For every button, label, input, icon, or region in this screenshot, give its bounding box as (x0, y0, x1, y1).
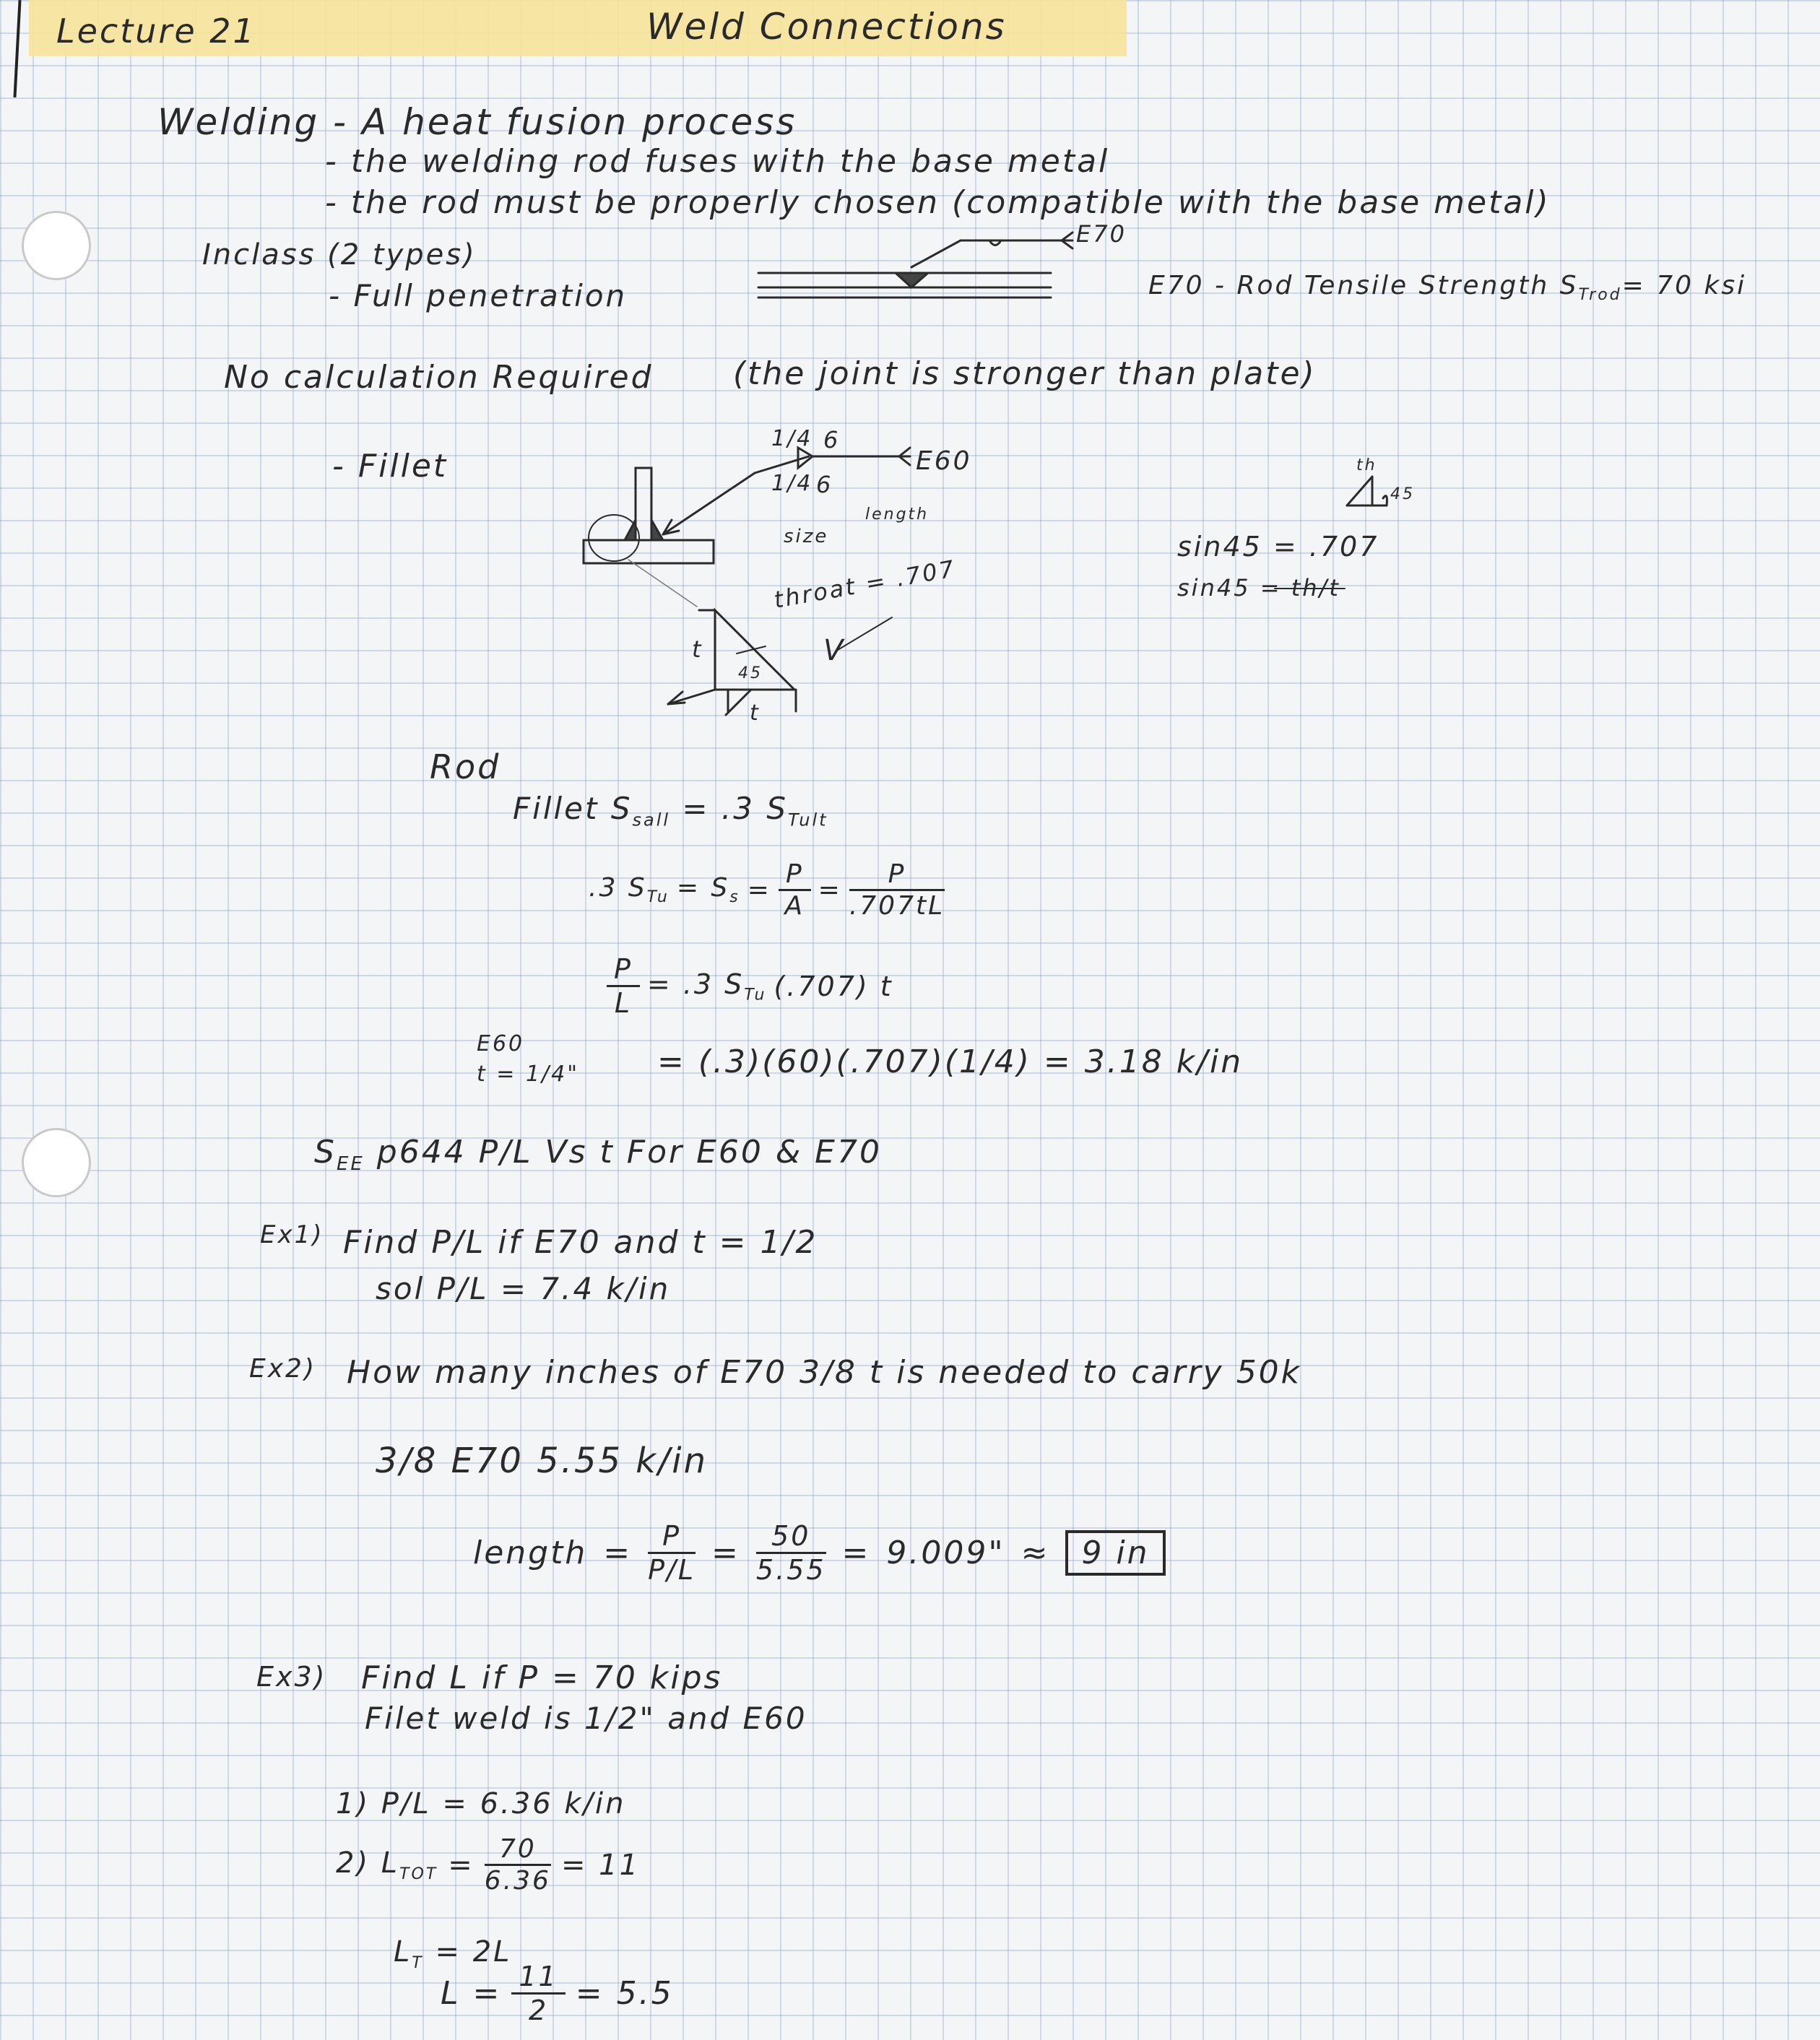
fillet-label: - Fillet (332, 448, 448, 485)
v-mark: V (823, 634, 846, 667)
small-triangle-angle: 45 (1390, 485, 1415, 503)
e70-definition: E70 - Rod Tensile Strength $S_{Trod}= 70$ ksi (1148, 271, 1747, 305)
page-title: Weld Connections (646, 6, 1007, 48)
throat-triangle-sketch (668, 610, 892, 715)
ex3-step2: 2) $L_{TOT}$ = $\frac{70}{6.36}$ = 11 (336, 1834, 641, 1896)
e70-callout: E70 (1076, 220, 1127, 248)
ex2-length-calc: length = $\frac{P}{P/L}$ = $\frac{50}{5.55}$ = 9.009" ≈ 9 in (473, 1520, 1166, 1586)
weld-length-bottom: 6 (816, 471, 833, 498)
welding-definition: Welding - A heat fusion process (157, 101, 797, 143)
weld-size-bottom: 1/4 (771, 471, 813, 496)
e60-capacity-calc: = (.3)(60)(.707)(1/4) = 3.18 k/in (657, 1043, 1244, 1080)
ex3-step1: 1) P/L = 6.36 k/in (336, 1787, 626, 1820)
ex3-l-result: L = $\frac{11}{2}$ = 5.5 (441, 1961, 674, 2026)
ex2-question: How many inches of E70 3/8 t is needed to carry 50k (347, 1354, 1302, 1391)
e60-rod-label: E60 (916, 446, 972, 476)
ex2-capacity: 3/8 E70 5.55 k/in (376, 1441, 708, 1481)
ex1-label: Ex1) (260, 1220, 324, 1249)
ex1-solution: sol P/L = 7.4 k/in (376, 1271, 671, 1306)
ex3-question-line2: Filet weld is 1/2" and E60 (365, 1701, 807, 1736)
e60-note: E60 (477, 1031, 525, 1056)
bullet-rod-fuses: - the welding rod fuses with the base metal (325, 143, 1110, 180)
weld-size-top: 1/4 (771, 426, 813, 451)
shear-stress-eq: .3 $S_{Tu}$ = $S_s$ = $\frac{P}{A}$ = $\frac{P}{.707tL}$ (589, 859, 945, 921)
small-45-triangle (1347, 477, 1387, 505)
full-penetration-sketch (758, 233, 1072, 298)
see-reference: $S_{EE}$ p644 P/L Vs t For E60 & E70 (314, 1134, 882, 1175)
p-over-l-eq: $\frac{P}{L}$ = .3 $S_{Tu}$ (.707) t (607, 953, 893, 1019)
no-calculation: No calculation Required (224, 359, 654, 396)
fillet-t-joint-sketch (584, 448, 910, 607)
weld-length-top: 6 (823, 426, 841, 453)
throat-label: throat = .707 (771, 555, 958, 614)
ex2-label: Ex2) (249, 1354, 316, 1384)
inclass-types: Inclass (2 types) (202, 238, 477, 272)
sin45-ratio: sin45 = th/t (1177, 574, 1340, 602)
rod-heading: Rod (430, 747, 501, 786)
ex3-lt-eq: $L_T = 2L$ (394, 1935, 512, 1972)
length-annotation: length (865, 505, 930, 524)
fillet-allowable-eq: Fillet $S_{sall} = .3$ $S_{Tult}$ (513, 791, 828, 830)
ex1-question: Find P/L if E70 and t = 1/2 (343, 1224, 818, 1261)
bullet-rod-chosen: - the rod must be properly chosen (compatible with the base metal) (325, 184, 1551, 221)
small-triangle-th: th (1356, 456, 1377, 474)
no-calculation-note: (the joint is stronger than plate) (733, 355, 1317, 392)
ex3-label: Ex3) (256, 1661, 327, 1693)
triangle-t-bottom: t (750, 700, 760, 726)
full-penetration: - Full penetration (329, 278, 628, 313)
ex3-question-line1: Find L if P = 70 kips (361, 1659, 723, 1696)
t-quarter-note: t = 1/4" (477, 1062, 580, 1087)
triangle-t-side: t (692, 635, 703, 663)
sin45-value: sin45 = .707 (1177, 531, 1379, 563)
lecture-number: Lecture 21 (56, 12, 256, 51)
size-annotation: size (784, 526, 829, 547)
triangle-angle: 45 (738, 664, 763, 682)
ex2-answer-box: 9 in (1065, 1530, 1165, 1576)
